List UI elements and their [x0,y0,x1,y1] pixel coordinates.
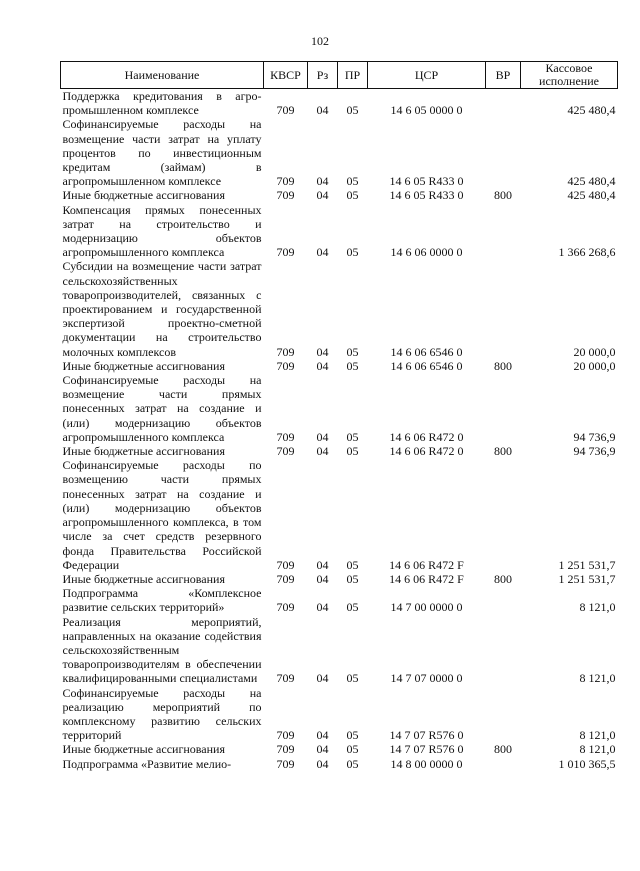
row-amount: 94 736,9 [573,429,616,444]
row-csr: 14 6 06 6546 0 [390,344,463,359]
row-name: Поддержка кредитования в агро-промышленном комплексе [62,89,262,118]
row-vr: 800 [494,742,512,757]
row-rz: 04 [316,188,329,203]
row-csr: 14 8 00 0000 0 [390,756,463,771]
row-name: Субсидии на возмещение части затрат сельскохозяйственных товаропроизводителей, связанных с проектированием и государственной экспертизой проектно-сметной документации на строительство молочных комплексов [62,259,262,359]
row-csr: 14 6 06 R472 0 [389,444,464,459]
row-kvsr: 709 [276,429,295,444]
row-kvsr: 709 [276,358,295,373]
header-name: Наименование [61,62,264,89]
row-rz: 04 [316,103,329,118]
row-rz: 04 [316,174,329,189]
row-vr [486,458,521,572]
row-csr: 14 6 05 R433 0 [389,188,464,203]
row-amount: 8 121,0 [579,742,616,757]
row-pr: 05 [346,756,359,771]
row-vr [486,89,521,118]
row-rz: 04 [316,344,329,359]
row-kvsr: 709 [276,344,295,359]
row-name: Иные бюджетные ассигнования [62,188,225,203]
row-name: Компенсация прямых понесенных затрат на строительство и модернизацию объектов агропромышленного комплекса [62,202,262,260]
row-amount: 425 480,4 [567,188,616,203]
row-name: Иные бюджетные ассигнования [62,358,225,373]
row-rz: 04 [316,571,329,586]
row-vr [486,757,521,771]
row-kvsr: 709 [276,245,295,260]
row-pr: 05 [346,728,359,743]
row-pr: 05 [346,245,359,260]
row-kvsr: 709 [276,444,295,459]
row-vr: 800 [494,571,512,586]
row-vr [486,686,521,743]
row-rz: 04 [316,245,329,260]
row-kvsr: 709 [276,188,295,203]
row-pr: 05 [346,103,359,118]
table-row [61,686,618,743]
row-name: Иные бюджетные ассигнования [62,742,225,757]
table-row [61,458,618,572]
row-pr: 05 [346,444,359,459]
header-csr: ЦСР [368,62,486,89]
row-name: Иные бюджетные ассигнования [62,571,225,586]
header-pr: ПР [338,62,368,89]
row-vr [486,259,521,358]
row-csr: 14 6 06 R472 0 [389,429,464,444]
row-amount: 425 480,4 [567,174,616,189]
row-kvsr: 709 [276,103,295,118]
row-vr [486,586,521,614]
page-number: 102 [311,34,329,48]
table-row [61,89,618,118]
row-kvsr: 709 [276,671,295,686]
row-name: Подпрограмма «Развитие мелио- [62,756,232,771]
row-amount: 20 000,0 [573,344,616,359]
table-row [61,757,618,771]
row-kvsr: 709 [276,600,295,615]
header-rz: Рз [308,62,338,89]
row-csr: 14 7 07 0000 0 [390,671,463,686]
table-row [61,586,618,614]
table-row [61,117,618,188]
row-rz: 04 [316,557,329,572]
row-amount: 20 000,0 [573,358,616,373]
table-row [61,259,618,358]
row-vr [486,615,521,686]
row-pr: 05 [346,358,359,373]
row-kvsr: 709 [276,728,295,743]
row-rz: 04 [316,600,329,615]
row-name: Иные бюджетные ассигнования [62,444,225,459]
row-kvsr: 709 [276,756,295,771]
row-csr: 14 6 05 R433 0 [389,174,464,189]
table-header-row [61,62,618,89]
row-pr: 05 [346,429,359,444]
row-csr: 14 6 06 0000 0 [390,245,463,260]
row-csr: 14 6 05 0000 0 [390,103,463,118]
row-csr: 14 6 06 R472 F [389,571,464,586]
row-rz: 04 [316,756,329,771]
header-amount: Кассовое исполнение [521,62,618,89]
row-amount: 1 366 268,6 [558,245,616,260]
row-csr: 14 7 00 0000 0 [390,600,463,615]
row-pr: 05 [346,557,359,572]
row-kvsr: 709 [276,742,295,757]
row-rz: 04 [316,742,329,757]
table-row [61,203,618,260]
row-vr [486,117,521,188]
row-rz: 04 [316,429,329,444]
table-row [61,188,618,202]
header-vr: ВР [486,62,521,89]
row-csr: 14 7 07 R576 0 [389,742,464,757]
row-name: Реализация мероприятий, направленных на оказание содействия сельскохозяйственным товаропроизводителям в обеспечении квалифицированными специалистами [62,614,262,686]
row-vr [486,203,521,260]
row-pr: 05 [346,671,359,686]
row-vr: 800 [494,444,512,459]
table-row [61,615,618,686]
row-vr: 800 [494,188,512,203]
row-rz: 04 [316,444,329,459]
row-name: Софинансируемые расходы на реализацию мероприятий по комплексному развитию сельских территорий [62,685,262,743]
budget-table [60,61,618,771]
row-csr: 14 6 06 6546 0 [390,358,463,373]
row-kvsr: 709 [276,174,295,189]
row-name: Софинансируемые расходы на возмещение части прямых понесенных затрат на создание и (или) модернизацию объектов агропромышленного комплекса [62,373,262,444]
row-amount: 1 010 365,5 [558,756,616,771]
row-pr: 05 [346,188,359,203]
row-pr: 05 [346,344,359,359]
row-pr: 05 [346,742,359,757]
row-csr: 14 7 07 R576 0 [389,728,464,743]
row-amount: 425 480,4 [567,103,616,118]
row-csr: 14 6 06 R472 F [389,557,464,572]
row-rz: 04 [316,358,329,373]
row-rz: 04 [316,671,329,686]
row-pr: 05 [346,571,359,586]
row-amount: 1 251 531,7 [558,557,616,572]
row-pr: 05 [346,174,359,189]
table-row [61,359,618,373]
row-pr: 05 [346,600,359,615]
row-amount: 8 121,0 [579,671,616,686]
row-vr: 800 [494,358,512,373]
table-row [61,742,618,756]
table-row [61,572,618,586]
header-kvsr: КВСР [264,62,308,89]
table-row [61,373,618,444]
row-amount: 94 736,9 [573,444,616,459]
row-vr [486,373,521,444]
row-name: Подпрограмма «Комплексное развитие сельских территорий» [62,586,262,615]
row-kvsr: 709 [276,557,295,572]
row-kvsr: 709 [276,571,295,586]
row-amount: 1 251 531,7 [558,571,616,586]
row-rz: 04 [316,728,329,743]
row-amount: 8 121,0 [579,728,616,743]
row-amount: 8 121,0 [579,600,616,615]
row-name: Софинансируемые расходы по возмещению части прямых понесенных затрат на создание и (или) модернизацию объектов агропромышленного комплекса, в том числе за счет средств резервного фонда Правительства Российской Федерации [62,458,262,572]
table-row [61,444,618,458]
row-name: Софинансируемые расходы на возмещение части затрат на уплату процентов по инвестиционным кредитам (займам) в агропромышленном комплексе [62,117,262,189]
